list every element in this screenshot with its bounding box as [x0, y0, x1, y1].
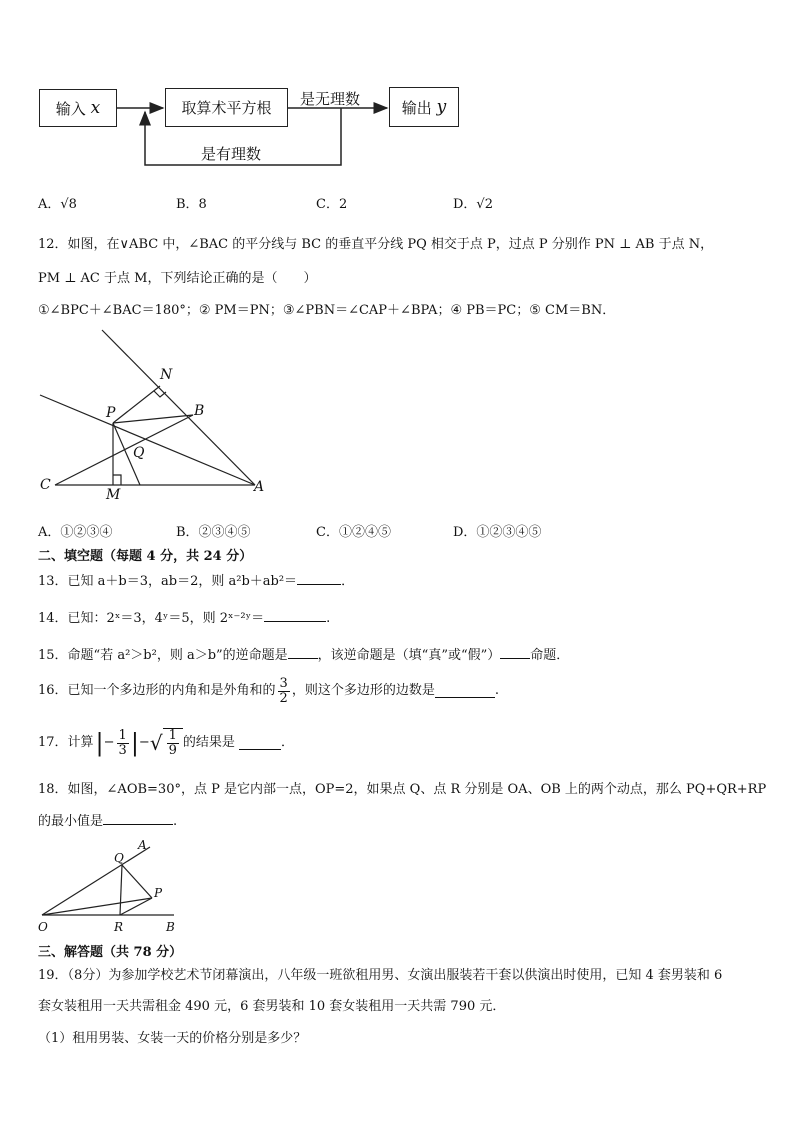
flowchart-input-label: 输入 — [55, 99, 86, 118]
q14-text: 14．已知：2ˣ＝3，4ʸ＝5，则 2ˣ⁻²ʸ＝ — [38, 611, 265, 626]
q17-sqrt-num: 1 — [168, 728, 177, 743]
q12-option-b: B．②③④⑤ — [176, 525, 251, 540]
q16-frac-den: 2 — [279, 690, 288, 706]
q12-option-c: C．①②④⑤ — [316, 525, 391, 540]
q17-frac-num: 1 — [118, 727, 127, 743]
q19-line2: 套女装租用一天共需租金 490 元，6 套男装和 10 套女装租用一天共需 790 元． — [38, 999, 506, 1014]
q11-option-d: D．√2 — [453, 197, 493, 212]
q14-blank — [264, 609, 326, 622]
q17: 17．计算 | − $\frac{1}{3}$ | − √ $\frac{1}{9}$ 的结果是 ． — [38, 727, 295, 758]
q17-abs-right: | — [130, 729, 139, 757]
q12-label-q: Q — [133, 445, 145, 461]
flowchart-process-label: 取算术平方根 — [181, 99, 272, 117]
q11-option-c: C．2 — [316, 197, 348, 212]
q16-blank — [435, 685, 495, 698]
q15-blank-1 — [288, 646, 318, 659]
q15-text: 15．命题“若 a²＞b²，则 a＞b”的逆命题是 — [38, 648, 288, 663]
q13-text: 13．已知 a＋b＝3，ab＝2，则 a²b＋ab²＝ — [38, 574, 298, 589]
q17-sqrt-den: 9 — [168, 743, 177, 758]
q14-end: . — [326, 611, 331, 626]
q19-sub1: （1）租用男装、女装一天的价格分别是多少？ — [38, 1031, 307, 1046]
q11-option-b: B．8 — [176, 197, 207, 212]
q14 — [38, 609, 330, 628]
q18-end: . — [173, 814, 178, 829]
q12-label-b: B — [194, 403, 205, 419]
q12-label-n: N — [160, 367, 173, 383]
q18-blank — [103, 812, 173, 825]
q12-figure — [30, 325, 280, 505]
q13 — [38, 572, 354, 591]
section-3-heading: 三、解答题（共 78 分） — [38, 945, 183, 960]
section-2-heading: 二、填空题（每题 4 分，共 24 分） — [38, 549, 253, 564]
q12-label-m: M — [106, 487, 121, 503]
q12-label-p: P — [106, 405, 116, 421]
q15-end: 命题． — [530, 648, 570, 663]
q18-figure — [34, 837, 184, 937]
q18-label-q: Q — [114, 851, 124, 865]
q18-label-b: B — [166, 920, 175, 934]
q13-blank — [297, 572, 341, 585]
q12-line2: PM ⊥ AC 于点 M，下列结论正确的是（ ） — [38, 271, 317, 286]
q15-mid: ，该逆命题是（填“真”或“假”） — [317, 648, 501, 663]
q17-blank — [239, 737, 281, 750]
q16-post: ，则这个多边形的边数是 — [291, 683, 435, 698]
q18-line1: 18．如图，∠AOB=30°，点 P 是它内部一点，OP=2，如果点 Q、点 R 分别是 OA、OB 上的两个动点，那么 PQ+QR+RP — [38, 782, 767, 797]
flowchart-input-var: x — [90, 98, 101, 118]
q17-fraction — [117, 729, 129, 758]
q12-label-a: A — [254, 479, 265, 495]
q17-end: ． — [281, 735, 295, 750]
q16-end: . — [494, 683, 499, 698]
flowchart-output-var: y — [436, 97, 447, 117]
q17-abs-left: | — [95, 729, 104, 757]
q12-option-d: D．①②③④⑤ — [453, 525, 542, 540]
flowchart-rational-label: 是有理数 — [201, 145, 262, 163]
q17-frac-den: 3 — [118, 742, 127, 758]
q17-sqrt-sign: √ — [149, 731, 163, 755]
q13-end: ． — [341, 574, 355, 589]
flowchart-irrational-label: 是无理数 — [300, 90, 361, 108]
q18-label-o: O — [38, 920, 48, 934]
q12-option-a: A．①②③④ — [38, 525, 113, 540]
q18-label-p: P — [154, 886, 163, 900]
q17-sqrt-body — [163, 728, 183, 758]
flowchart-arrows — [0, 0, 794, 180]
q19-line1: 19．（8分）为参加学校艺术节闭幕演出，八年级一班欲租用男、女演出服装若干套以供演出时使用，已知 4 套男装和 6 — [38, 968, 723, 983]
q17-text: 17．计算 — [38, 735, 94, 750]
q17-sqrt-fraction — [167, 729, 179, 758]
q16-fraction — [278, 677, 290, 706]
q18-text: 的最小值是 — [38, 814, 104, 829]
q16 — [38, 674, 499, 708]
q12-line1: 12．如图，在∨ABC 中，∠BAC 的平分线与 BC 的垂直平分线 PQ 相交于点 P，过点 P 分别作 PN ⊥ AB 于点 N， — [38, 237, 714, 252]
flowchart-output-label: 输出 — [401, 98, 432, 117]
q15 — [38, 646, 569, 665]
q18-label-a: A — [138, 838, 147, 852]
q12-line3: ①∠BPC＋∠BAC＝180°；② PM＝PN；③∠PBN＝∠CAP＋∠BPA；④ PB＝PC；⑤ CM＝BN． — [38, 303, 616, 318]
q18-line2 — [38, 812, 177, 831]
q11-option-a: A．√8 — [38, 197, 77, 212]
q15-blank-2 — [500, 646, 530, 659]
q16-text: 16．已知一个多边形的内角和是外角和的 — [38, 683, 276, 698]
q16-frac-num: 3 — [279, 675, 288, 691]
q18-label-r: R — [114, 920, 124, 934]
q12-label-c: C — [40, 477, 51, 493]
q17-post: 的结果是 — [182, 735, 235, 750]
